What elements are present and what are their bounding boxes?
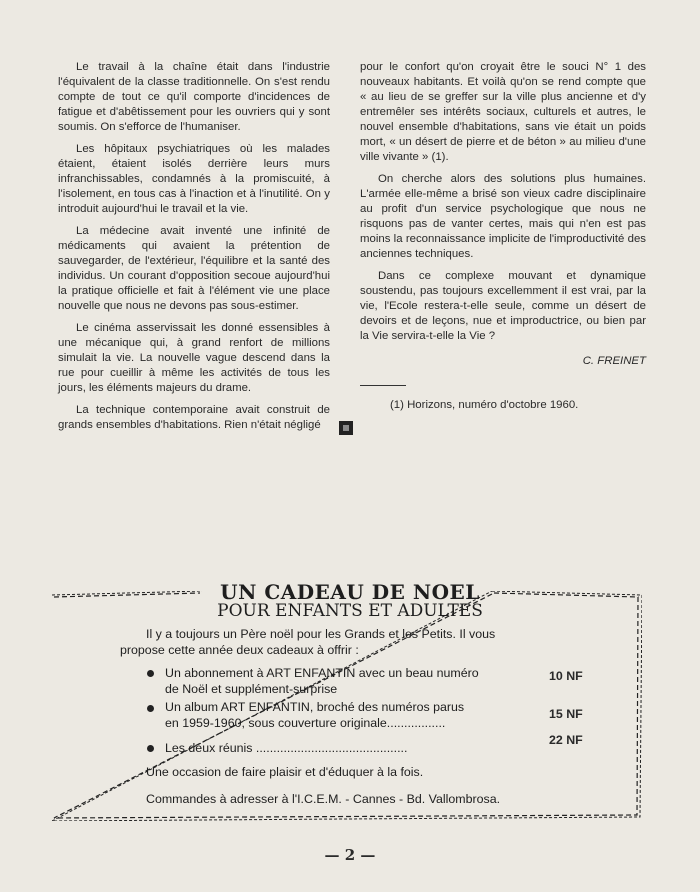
ad-item-line: en 1959-1960, sous couverture originale................. xyxy=(165,716,446,730)
ad-closing: Une occasion de faire plaisir et d'éduquer à la fois. xyxy=(146,765,424,779)
paragraph: pour le confort qu'on croyait être le souci N° 1 des nouveaux habitants. Et voilà qu'on se rend compte que « au lieu de se greffer sur la ville plus ancienne et d'y entremêler ses intérêts sociaux, culturels et autres, le nouvel ensemble d'habitations, sans vie était un poids mort, « un désert de pierre et de béton » au milieu d'une ville vivante » (1). xyxy=(360,61,646,163)
article-right-column xyxy=(360,60,646,413)
author-signature: C. FREINET xyxy=(582,355,646,367)
ad-item-line: Un abonnement à ART ENFANTIN avec un beau numéro xyxy=(165,666,479,680)
ad-intro-line: propose cette année deux cadeaux à offrir : xyxy=(120,643,359,657)
bullet-icon xyxy=(147,705,154,712)
paragraph: Le travail à la chaîne était dans l'industrie l'équivalent de la classe traditionnelle. On s'est rendu compte de tout ce qu'il comporte d'incidences de fatigue et d'abêtissement pour les ouvriers qui y sont soumis. On s'efforce de l'humaniser. xyxy=(58,61,330,133)
ad-item-line: de Noël et supplément-surprise xyxy=(165,682,338,696)
page-number: — 2 — xyxy=(324,846,376,864)
ad-subtitle: POUR ENFANTS ET ADULTES xyxy=(217,601,483,621)
paragraph: La médecine avait inventé une infinité de médicaments qui avaient la prétention de sauvegarder, de l'extérieur, l'équilibre et la santé des individus. Un courant d'opposition secoue aujourd'hui la pratique officielle et fait à l'élément vie une place nouvelle que nous ne devons pas sous-estimer. xyxy=(58,225,330,312)
ad-item-price: 10 NF xyxy=(549,669,583,683)
ad-title: UN CADEAU DE NOEL xyxy=(220,580,480,604)
bullet-icon xyxy=(147,670,154,677)
section-marker-icon xyxy=(339,421,353,435)
footnote: (1) Horizons, numéro d'octobre 1960. xyxy=(390,399,579,411)
footnote-divider xyxy=(360,385,406,386)
paragraph: La technique contemporaine avait construit de grands ensembles d'habitations. Rien n'était négligé xyxy=(58,404,330,431)
ad-orders: Commandes à adresser à l'I.C.E.M. - Cannes - Bd. Vallombrosa. xyxy=(146,792,501,806)
bullet-icon xyxy=(147,745,154,752)
article-left-column xyxy=(58,60,330,440)
ad-item-line: Un album ART ENFANTIN, broché des numéros parus xyxy=(165,700,465,714)
paragraph: On cherche alors des solutions plus humaines. L'armée elle-même a brisé son vieux cadre disciplinaire au profit d'un service psychologique que nous ne risquons pas de vanter certes, mais qui n'en est pas moins la reconnaissance implicite de l'improductivité des anciennes techniques. xyxy=(360,173,646,260)
paragraph: Les hôpitaux psychiatriques où les malades étaient, étaient isolés derrière leurs murs infranchissables, condamnés à la promiscuité, à l'isolement, en tous cas à l'inaction et à l'inutilité. On y introduit aujourd'hui le travail et la vie. xyxy=(58,143,330,215)
ad-item-price: 15 NF xyxy=(549,707,583,721)
ad-item-line: Les deux réunis ............................................ xyxy=(165,741,408,755)
paragraph: Dans ce complexe mouvant et dynamique soustendu, pas toujours excellemment il est vrai, par la vie, l'Ecole restera-t-elle seule, comme un désert de devoirs et de leçons, nue et improductrice, ou bien par la Vie servira-t-elle la Vie ? xyxy=(360,270,646,342)
ad-item-price: 22 NF xyxy=(549,733,583,747)
ad-intro-line: Il y a toujours un Père noël pour les Grands et les Petits. Il vous xyxy=(146,627,496,641)
paragraph: Le cinéma asservissait les donné essensibles à une mécanique qui, à grand renfort de millions simulait la vie. La nouvelle vague descend dans la rue pour cueillir à même les activités de tous les jours, les éléments majeurs du drame. xyxy=(58,322,330,394)
